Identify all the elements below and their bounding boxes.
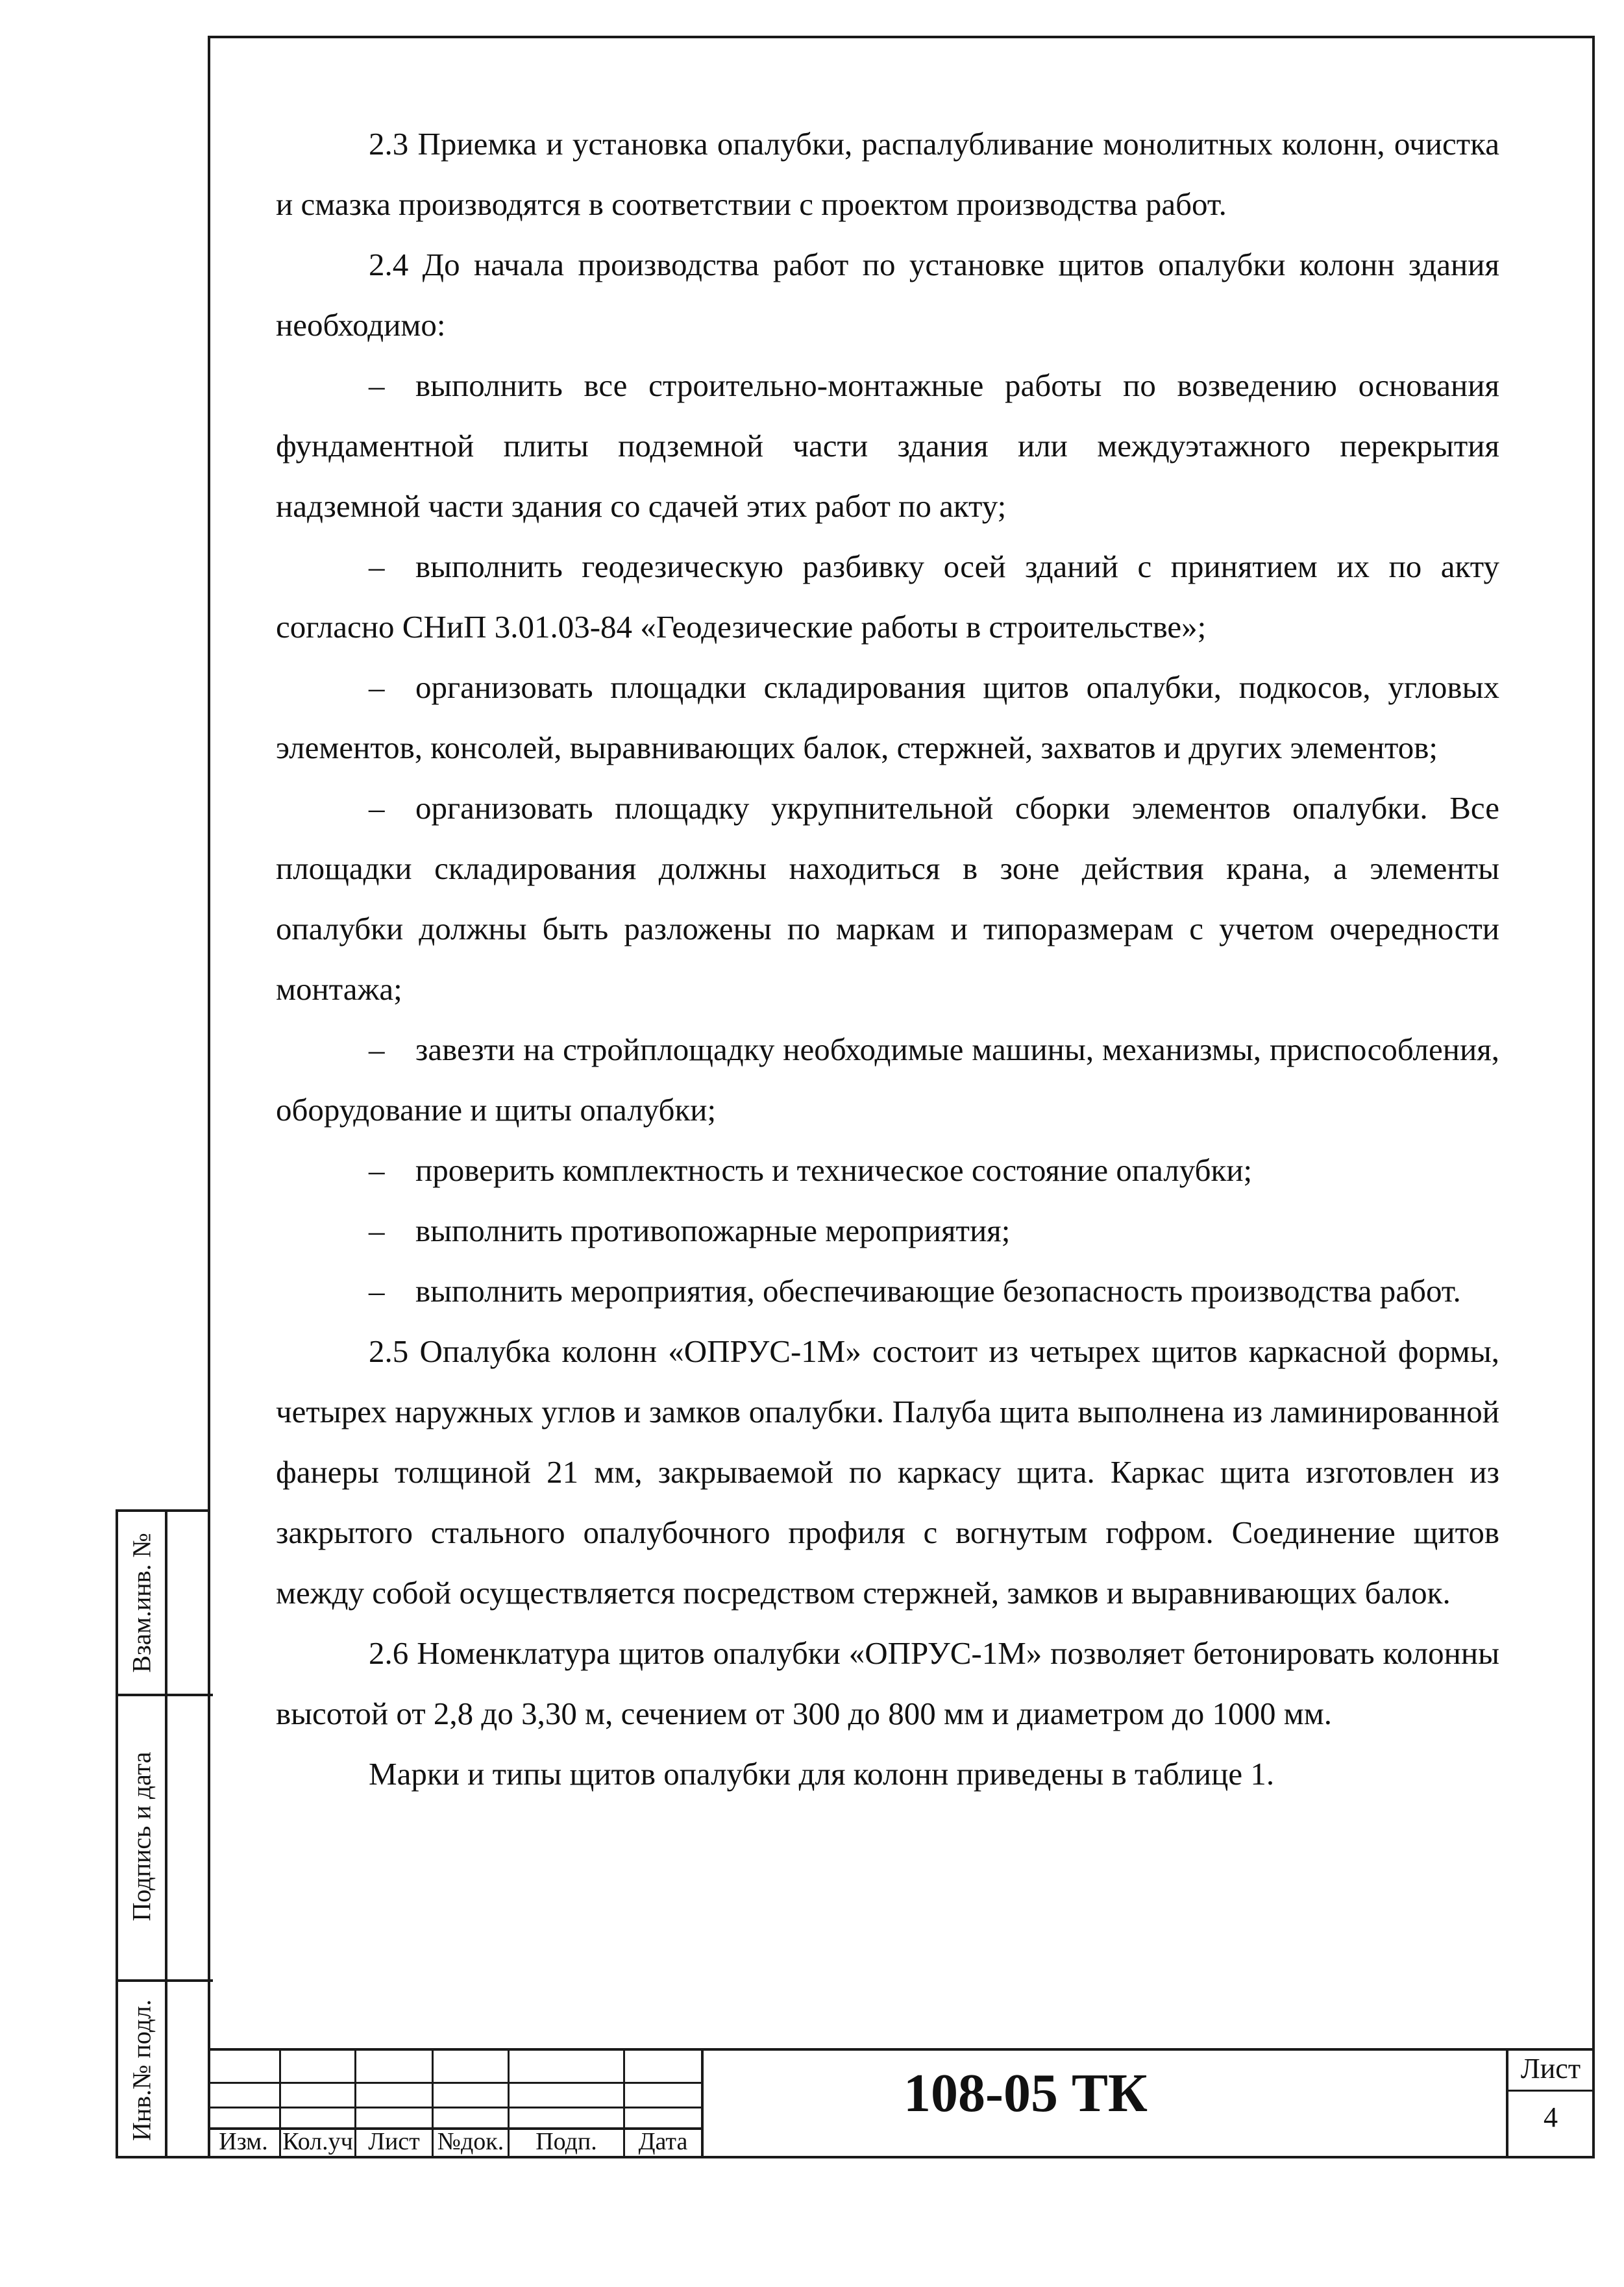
title-block-border	[208, 2048, 1595, 2051]
side-stamp-divider	[118, 1694, 213, 1696]
side-label-inv: Инв.№ подл.	[127, 1999, 156, 2141]
side-stamp-divider	[118, 1979, 213, 1982]
document-body	[276, 114, 1499, 1804]
col-izm: Изм.	[219, 2128, 268, 2155]
title-block	[208, 2048, 1595, 2158]
paragraph-table-ref: Марки и типы щитов опалубки для колонн приведены в таблице 1.	[369, 1756, 1275, 1792]
paragraph-2-3: 2.3 Приемка и установка опалубки, распалубливание монолитных колонн, очистка и смазка производятся в соответствии с проектом производства работ.	[276, 126, 1499, 222]
side-stamp	[116, 1509, 210, 2158]
col-list: Лист	[368, 2128, 420, 2155]
col-data: Дата	[638, 2128, 688, 2155]
paragraph-2-6: 2.6 Номенклатура щитов опалубки «ОПРУС-1М» позволяет бетонировать колонны высотой от 2,8 до 3,30 м, сечением от 300 до 800 мм и диаметром до 1000 мм.	[276, 1635, 1499, 1731]
document-code: 108-05 ТК	[904, 2063, 1148, 2123]
side-label-podpis: Подпись и дата	[127, 1751, 156, 1922]
col-podp: Подп.	[535, 2128, 597, 2155]
paragraph-2-5: 2.5 Опалубка колонн «ОПРУС-1М» состоит из четырех щитов каркасной формы, четырех наружных углов и замков опалубки. Палуба щита выполнена из ламинированной фанеры толщиной 21 мм, закрываемой по каркасу щита. Каркас щита изготовлен из закрытого стального опалубочного профиля с вогнутым гофром. Соединение щитов между собой осуществляется посредством стержней, замков и выравнивающих балок.	[276, 1333, 1499, 1611]
sheet-number: 4	[1544, 2101, 1558, 2133]
col-kol-uch: Кол.уч	[282, 2128, 353, 2155]
list-item: – выполнить геодезическую разбивку осей зданий с принятием их по акту согласно СНиП 3.01.03-84 «Геодезические работы в строительстве»;	[276, 549, 1499, 645]
list-item: – выполнить противопожарные мероприятия;	[369, 1213, 1011, 1248]
grid-line	[208, 2082, 702, 2084]
list-item: – организовать площадку укрупнительной сборки элементов опалубки. Все площадки складирования должны находиться в зоне действия крана, а элементы опалубки должны быть разложены по маркам и типоразмерам с учетом очередности монтажа;	[276, 790, 1499, 1007]
side-label-vzam: Взам.инв. №	[127, 1533, 156, 1673]
list-item: – выполнить мероприятия, обеспечивающие безопасность производства работ.	[369, 1273, 1461, 1309]
list-item: – выполнить все строительно-монтажные работы по возведению основания фундаментной плиты подземной части здания или междуэтажного перекрытия надземной части здания со сдачей этих работ по акту;	[276, 367, 1499, 524]
list-item: – завезти на стройплощадку необходимые машины, механизмы, приспособления, оборудование и щиты опалубки;	[276, 1032, 1499, 1128]
sheet-box-border	[1506, 2048, 1508, 2158]
sheet-box-border	[1506, 2090, 1595, 2092]
grid-line	[208, 2107, 702, 2108]
paragraph-2-4: 2.4 До начала производства работ по установке щитов опалубки колонн здания необходимо:	[276, 247, 1499, 343]
side-stamp-divider	[165, 1512, 167, 2156]
col-ndok: №док.	[437, 2128, 504, 2155]
sheet-label: Лист	[1520, 2053, 1581, 2084]
list-item: – проверить комплектность и техническое состояние опалубки;	[369, 1152, 1253, 1188]
list-item: – организовать площадки складирования щитов опалубки, подкосов, угловых элементов, консолей, выравнивающих балок, стержней, захватов и других элементов;	[276, 669, 1499, 765]
